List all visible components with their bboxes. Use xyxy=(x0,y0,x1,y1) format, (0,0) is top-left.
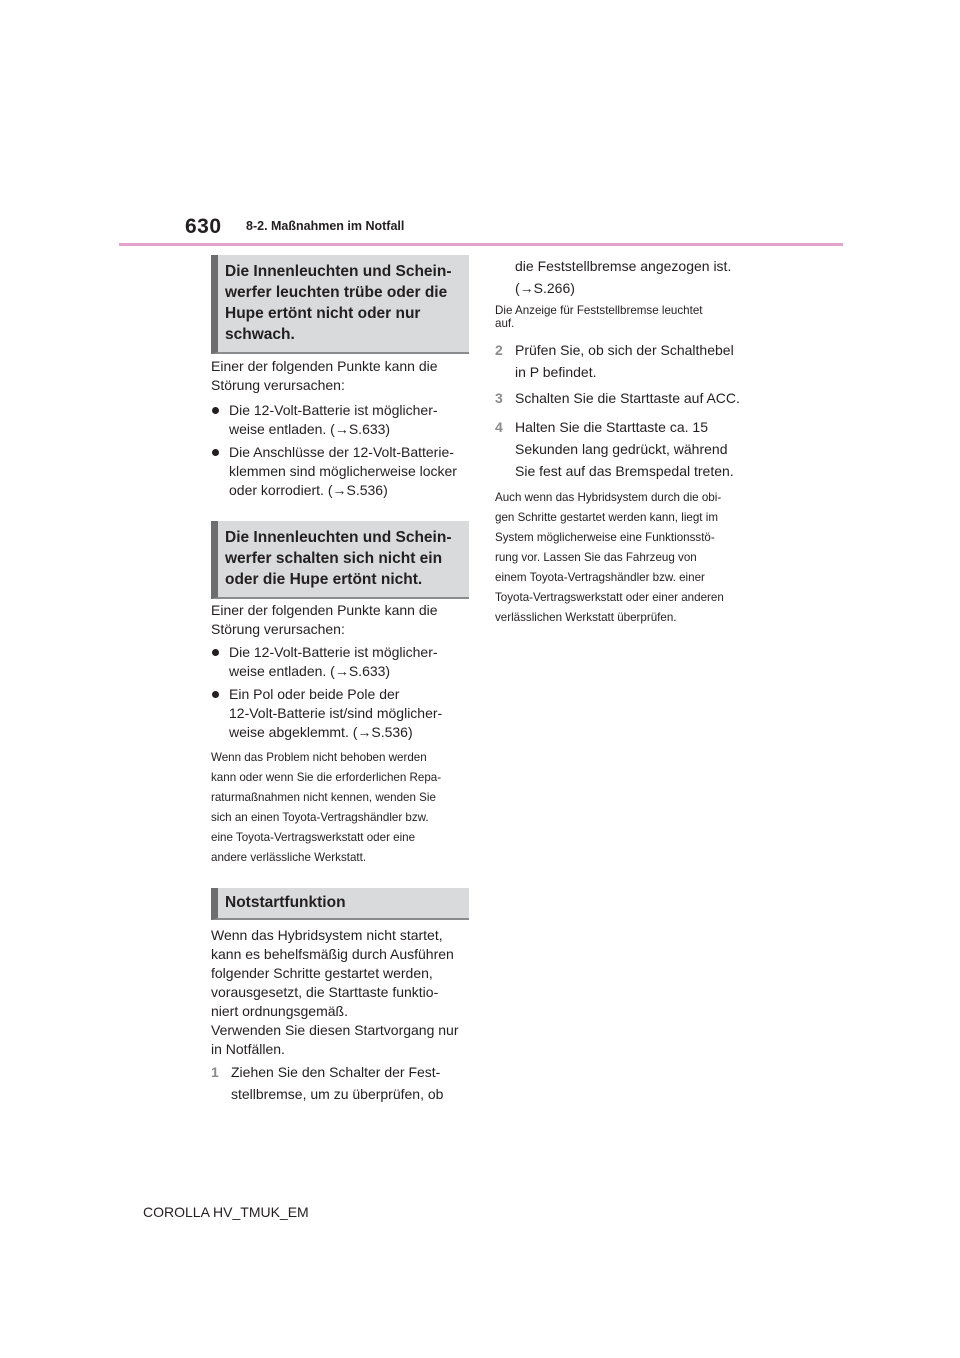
text-line: 12-Volt-Batterie ist/sind möglicher- xyxy=(229,705,443,721)
text-line: in Notfällen. xyxy=(211,1041,285,1057)
bullet-item xyxy=(211,401,471,439)
text-line: System möglicherweise eine Funktionsstö- xyxy=(495,531,715,544)
step-number: 3 xyxy=(495,390,503,406)
heading-line: Hupe ertönt nicht oder nur xyxy=(225,305,421,322)
text-line: Verwenden Sie diesen Startvorgang nur xyxy=(211,1022,459,1038)
text-line: Wenn das Hybridsystem nicht startet, xyxy=(211,927,443,943)
text-line: vorausgesetzt, die Starttaste funktio- xyxy=(211,984,439,1000)
heading-line: schwach. xyxy=(225,326,295,343)
heading-no-lights xyxy=(211,521,469,599)
bullet-item xyxy=(211,685,471,742)
heading-emergency-start xyxy=(211,888,469,920)
text-line: niert ordnungsgemäß. xyxy=(211,1003,348,1019)
header-rule xyxy=(119,243,843,246)
step-item xyxy=(495,339,734,383)
step-item xyxy=(495,387,740,409)
note-paragraph xyxy=(495,488,724,628)
intro-paragraph xyxy=(211,926,459,1059)
heading-line: Die Innenleuchten und Schein- xyxy=(225,263,452,280)
step-number: 2 xyxy=(495,342,503,358)
text-line: kann oder wenn Sie die erforderlichen Repa- xyxy=(211,771,442,784)
bullet-dot-icon xyxy=(212,691,219,698)
text-line: weise entladen. (→S.633) xyxy=(229,663,391,679)
text-line: einem Toyota-Vertragshändler bzw. einer xyxy=(495,571,705,584)
text-line: Auch wenn das Hybridsystem durch die obi- xyxy=(495,491,722,504)
text-line: Die 12-Volt-Batterie ist möglicher- xyxy=(229,402,438,418)
heading-line: oder die Hupe ertönt nicht. xyxy=(225,571,423,588)
text-line: weise abgeklemmt. (→S.536) xyxy=(229,724,413,740)
step-item xyxy=(495,416,734,482)
text-line: Ziehen Sie den Schalter der Fest- xyxy=(231,1064,441,1080)
heading-line: Notstartfunktion xyxy=(225,894,346,911)
text-line: Sekunden lang gedrückt, während xyxy=(515,441,728,457)
text-line: sich an einen Toyota-Vertragshändler bzw. xyxy=(211,811,429,824)
text-line: verlässlichen Werkstatt überprüfen. xyxy=(495,611,677,624)
text-line: kann es behelfsmäßig durch Ausführen xyxy=(211,946,454,962)
text-line: eine Toyota-Vertragswerkstatt oder eine xyxy=(211,831,416,844)
text-line: Schalten Sie die Starttaste auf ACC. xyxy=(515,390,740,406)
bullet-dot-icon xyxy=(212,649,219,656)
text-line: Einer der folgenden Punkte kann die xyxy=(211,602,438,618)
step-number: 4 xyxy=(495,419,503,435)
text-line: Die Anzeige für Feststellbremse leuchtet xyxy=(495,304,703,317)
heading-dim-lights xyxy=(211,255,469,354)
text-line: rung vor. Lassen Sie das Fahrzeug von xyxy=(495,551,697,564)
text-line: in P befindet. xyxy=(515,364,597,380)
intro-paragraph xyxy=(211,601,438,639)
text-line: Halten Sie die Starttaste ca. 15 xyxy=(515,419,708,435)
text-line: klemmen sind möglicherweise locker xyxy=(229,463,457,479)
text-line: Sie fest auf das Bremspedal treten. xyxy=(515,463,734,479)
note-paragraph xyxy=(211,748,441,868)
text-line: die Feststellbremse angezogen ist. xyxy=(515,258,732,274)
text-line: Störung verursachen: xyxy=(211,621,345,637)
section-label: 8-2. Maßnahmen im Notfall xyxy=(246,219,405,233)
text-line: Prüfen Sie, ob sich der Schalthebel xyxy=(515,342,734,358)
text-line: andere verlässliche Werkstatt. xyxy=(211,851,367,864)
bullet-dot-icon xyxy=(212,407,219,414)
heading-line: werfer leuchten trübe oder die xyxy=(225,284,448,301)
text-line: raturmaßnahmen nicht kennen, wenden Sie xyxy=(211,791,436,804)
footer-model: COROLLA HV_TMUK_EM xyxy=(143,1204,309,1220)
text-line: folgender Schritte gestartet werden, xyxy=(211,965,433,981)
text-line: gen Schritte gestartet werden kann, liegt im xyxy=(495,511,718,524)
text-line: Toyota-Vertragswerkstatt oder einer anderen xyxy=(495,591,724,604)
bullet-item xyxy=(211,443,471,500)
text-line: weise entladen. (→S.633) xyxy=(229,421,391,437)
text-line: Störung verursachen: xyxy=(211,377,345,393)
bullet-dot-icon xyxy=(212,449,219,456)
step-item xyxy=(211,1061,443,1105)
intro-paragraph xyxy=(211,357,438,395)
text-line: (→S.266) xyxy=(515,280,575,296)
bullet-item xyxy=(211,643,471,681)
text-line: oder korrodiert. (→S.536) xyxy=(229,482,388,498)
text-line: auf. xyxy=(495,317,515,330)
text-line: stellbremse, um zu überprüfen, ob xyxy=(231,1086,444,1102)
text-line: Wenn das Problem nicht behoben werden xyxy=(211,751,427,764)
text-line: Einer der folgenden Punkte kann die xyxy=(211,358,438,374)
heading-line: Die Innenleuchten und Schein- xyxy=(225,529,452,546)
step-note xyxy=(495,304,703,330)
step-continuation xyxy=(515,255,731,299)
text-line: Ein Pol oder beide Pole der xyxy=(229,686,400,702)
text-line: Die 12-Volt-Batterie ist möglicher- xyxy=(229,644,438,660)
heading-line: werfer schalten sich nicht ein xyxy=(225,550,443,567)
page-number: 630 xyxy=(185,215,222,238)
step-number: 1 xyxy=(211,1064,219,1080)
text-line: Die Anschlüsse der 12-Volt-Batterie- xyxy=(229,444,454,460)
